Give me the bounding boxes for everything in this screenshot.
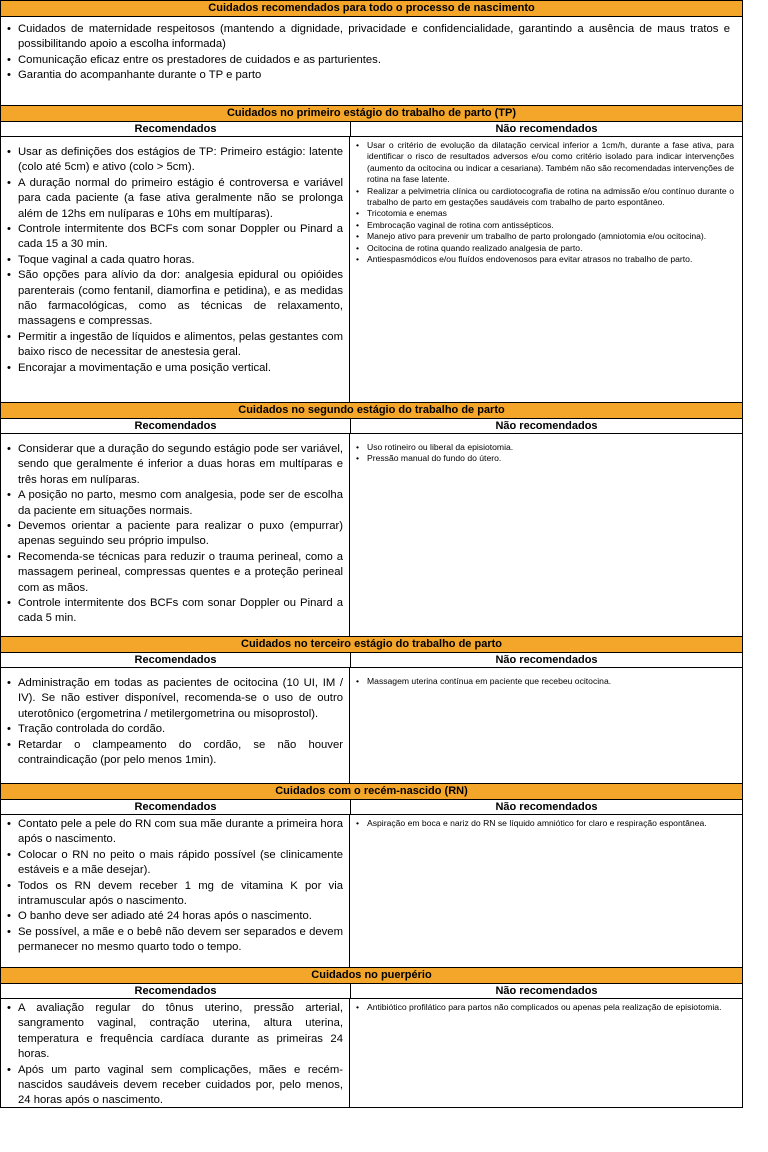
list-item: • Após um parto vaginal sem complicações, mães e recém-nascidos saudáveis devem receber cuidados por, pelo menos, 24 horas após o nascimento. [1, 1063, 349, 1109]
list-item: • Todos os RN devem receber 1 mg de vitamina K por via intramuscular após o nascimento. [1, 879, 349, 910]
col-nao-recomendados: Não recomendados [495, 985, 598, 997]
section-body [1, 434, 742, 636]
list-item: • Tração controlada do cordão. [1, 722, 349, 737]
intro-item: • Cuidados de maternidade respeitosos (mantendo a dignidade, privacidade e confidencialidade, garantindo a ausência de maus tratos e possibilitando apoio a escolha informada) [1, 22, 738, 53]
list-item: • Antibiótico profilático para partos não complicados ou apenas pela realização de episiotomia. [350, 1002, 742, 1013]
intro-item: • Comunicação eficaz entre os prestadores de cuidados e as parturientes. [1, 53, 738, 68]
list-item: • Usar as definições dos estágios de TP: Primeiro estágio: latente (colo até 5cm) e ativo (colo > 5cm). [1, 145, 349, 176]
intro-section [0, 0, 743, 106]
section-body [1, 815, 742, 967]
col-recomendados: Recomendados [1, 122, 351, 136]
col-nao-recomendados: Não recomendados [495, 420, 598, 432]
list-item: • Permitir a ingestão de líquidos e alimentos, pelas gestantes com baixo risco de necessitar de anestesia geral. [1, 330, 349, 361]
col-recomendados: Recomendados [1, 419, 351, 433]
list-item: • Usar o critério de evolução da dilatação cervical inferior a 1cm/h, durante a fase ativa, para identificar o risco de resultados adversos e/ou como critério isolado para indicar intervenções (aumento da ocitocina ou indicar a cesariana). Também não são recomendadas intervenções de rotina na fase latente. [350, 140, 742, 186]
intro-item: • Garantia do acompanhante durante o TP e parto [1, 68, 738, 83]
list-item: • A avaliação regular do tônus uterino, pressão arterial, sangramento vaginal, contração uterina, altura uterina, temperatura e frequência cardíaca durante as primeiras 24 horas. [1, 1001, 349, 1063]
list-item: • Tricotomia e enemas [350, 208, 742, 219]
nao-recomendados-cell [350, 137, 742, 402]
list-item: • Antiespasmódicos e/ou fluídos endovenosos para evitar atrasos no trabalho de parto. [350, 254, 742, 265]
list-item: • Devemos orientar a paciente para realizar o puxo (empurrar) apenas seguindo seu próprio impulso. [1, 519, 349, 550]
col-nao-recomendados: Não recomendados [495, 654, 598, 666]
nao-recomendados-cell [350, 999, 742, 1107]
col-nao-recomendados: Não recomendados [495, 801, 598, 813]
intro-title: Cuidados recomendados para todo o processo de nascimento [1, 1, 742, 17]
list-item: • Uso rotineiro ou liberal da episiotomia. [350, 442, 742, 453]
section-title: Cuidados no terceiro estágio do trabalho de parto [1, 637, 742, 653]
list-item: • Manejo ativo para prevenir um trabalho de parto prolongado (amniotomia e/ou ocitocina). [350, 231, 742, 242]
col-nao-recomendados: Não recomendados [495, 123, 598, 135]
list-item: • Considerar que a duração do segundo estágio pode ser variável, sendo que geralmente é inferior a duas horas em multíparas e três horas em nulíparas. [1, 442, 349, 488]
section-second-stage [0, 403, 743, 637]
list-item: • Se possível, a mãe e o bebê não devem ser separados e devem permanecer no mesmo quarto todo o tempo. [1, 925, 349, 956]
recomendados-cell [1, 815, 350, 967]
list-item: • Ocitocina de rotina quando realizado analgesia de parto. [350, 243, 742, 254]
list-item: • Retardar o clampeamento do cordão, se não houver contraindicação (por pelo menos 1min). [1, 738, 349, 769]
list-item: • Controle intermitente dos BCFs com sonar Doppler ou Pinard a cada 5 min. [1, 596, 349, 627]
list-item: • Pressão manual do fundo do útero. [350, 453, 742, 464]
section-first-stage [0, 106, 743, 403]
list-item: • Colocar o RN no peito o mais rápido possível (se clinicamente estáveis e a mãe desejar). [1, 848, 349, 879]
nao-recomendados-cell [350, 434, 742, 636]
list-item: • Realizar a pelvimetria clínica ou cardiotocografia de rotina na admissão e/ou contínuo durante o trabalho de parto em gestações saudáveis com trabalho de parto espontâneo. [350, 186, 742, 209]
section-body [1, 137, 742, 402]
recomendados-cell [1, 999, 350, 1107]
section-puerperium [0, 968, 743, 1108]
section-newborn [0, 784, 743, 968]
list-item: • Controle intermitente dos BCFs com sonar Doppler ou Pinard a cada 15 a 30 min. [1, 222, 349, 253]
section-body [1, 999, 742, 1107]
section-title: Cuidados no segundo estágio do trabalho de parto [1, 403, 742, 419]
list-item: • Administração em todas as pacientes de ocitocina (10 UI, IM / IV). Se não estiver disponível, recomenda-se o uso de outro uterotônico (ergometrina / metilergometrina ou misoprostol). [1, 676, 349, 722]
recomendados-cell [1, 668, 350, 783]
list-item: • Embrocação vaginal de rotina com antissépticos. [350, 220, 742, 231]
column-headers [1, 653, 742, 668]
recomendados-cell [1, 434, 350, 636]
section-title: Cuidados no primeiro estágio do trabalho de parto (TP) [1, 106, 742, 122]
column-headers [1, 800, 742, 815]
section-body [1, 668, 742, 783]
nao-recomendados-cell [350, 668, 742, 783]
intro-list [1, 17, 742, 87]
section-title: Cuidados com o recém-nascido (RN) [1, 784, 742, 800]
list-item: • Encorajar a movimentação e uma posição vertical. [1, 361, 349, 376]
column-headers [1, 122, 742, 137]
list-item: • A duração normal do primeiro estágio é controversa e variável para cada paciente (a fase ativa geralmente não se prolonga além de 12hs em nulíparas e 10hs em multíparas). [1, 176, 349, 222]
list-item: • Contato pele a pele do RN com sua mãe durante a primeira hora após o nascimento. [1, 817, 349, 848]
section-third-stage [0, 637, 743, 784]
col-recomendados: Recomendados [1, 800, 351, 814]
list-item: • O banho deve ser adiado até 24 horas após o nascimento. [1, 909, 349, 924]
nao-recomendados-cell [350, 815, 742, 967]
list-item: • Massagem uterina contínua em paciente que recebeu ocitocina. [350, 676, 742, 687]
list-item: • Toque vaginal a cada quatro horas. [1, 253, 349, 268]
col-recomendados: Recomendados [1, 653, 351, 667]
section-title: Cuidados no puerpério [1, 968, 742, 984]
list-item: • A posição no parto, mesmo com analgesia, pode ser de escolha da paciente em situações normais. [1, 488, 349, 519]
column-headers [1, 419, 742, 434]
list-item: • Recomenda-se técnicas para reduzir o trauma perineal, como a massagem perineal, compressas quentes e a proteção perineal com as mãos. [1, 550, 349, 596]
col-recomendados: Recomendados [1, 984, 351, 998]
list-item: • Aspiração em boca e nariz do RN se líquido amniótico for claro e respiração espontânea. [350, 818, 742, 829]
column-headers [1, 984, 742, 999]
recomendados-cell [1, 137, 350, 402]
list-item: • São opções para alívio da dor: analgesia epidural ou opióides parenterais (como fentanil, diamorfina e petidina), e as medidas não farmacológicas, como as técnicas de relaxamento, massagens e compressas. [1, 268, 349, 330]
